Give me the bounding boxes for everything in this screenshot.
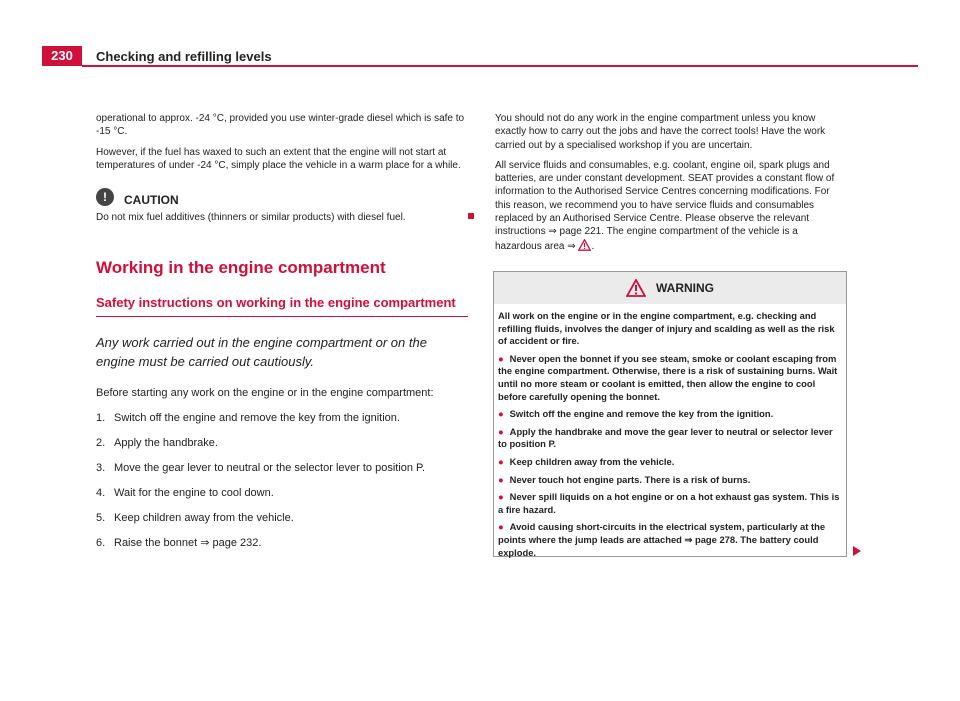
warning-bullet-text: Apply the handbrake and move the gear lever to neutral or selector lever to position P. xyxy=(498,425,833,450)
intro-text: Any work carried out in the engine compartment or on the engine must be carried out cautiously. xyxy=(96,334,427,369)
caution-icon: ! xyxy=(96,188,114,206)
list-item xyxy=(96,486,468,500)
paragraph-text: All service fluids and consumables, e.g. coolant, engine oil, spark plugs and batteries, are under constant development. SEAT provides a constant flow of information to the Authorised Service Centres concerning modifications. For this reason, we recommend you to have service fluids and consumables replaced by an Authorised Service Centre. Please observe the relevant instructions ⇒ page 221. The engine compartment of the vehicle is a hazardous area ⇒ xyxy=(495,159,835,252)
warning-lead: All work on the engine or in the engine compartment, e.g. checking and refilling fluids, involves the danger of injury and scalding as well as the risk of accident or fire. xyxy=(498,310,835,347)
caution-heading xyxy=(96,186,468,207)
left-column xyxy=(96,112,468,561)
warning-bullet-text: Never touch hot engine parts. There is a risk of burns. xyxy=(509,473,751,485)
bullet-icon: ● xyxy=(498,521,504,533)
step-number: 1. xyxy=(96,411,106,424)
warning-bullet-text: Switch off the engine and remove the key from the ignition. xyxy=(509,408,774,420)
warning-triangle-icon xyxy=(578,239,591,251)
paragraph: You should not do any work in the engine compartment unless you know exactly how to carry out the jobs and have the correct tools! Have the work carried out by a specialised workshop if you are uncertain. xyxy=(495,113,826,151)
lead-text: Before starting any work on the engine or in the engine compartment: xyxy=(96,386,434,399)
continue-arrow-icon xyxy=(852,545,862,557)
warning-bullet-text: Keep children away from the vehicle. xyxy=(509,455,675,467)
bullet-icon: ● xyxy=(498,473,504,485)
caution-text xyxy=(96,211,468,224)
page-number: 230 xyxy=(42,46,82,66)
warning-bullet xyxy=(498,521,843,559)
warning-heading xyxy=(494,272,846,304)
paragraph: operational to approx. -24 °C, provided you use winter-grade diesel which is safe to -15 °C. xyxy=(96,113,465,138)
warning-box xyxy=(493,271,847,557)
warning-body xyxy=(494,304,846,559)
warning-bullet xyxy=(498,456,843,469)
step-text: Raise the bonnet ⇒ page 232. xyxy=(114,536,262,549)
list-item xyxy=(96,511,468,525)
step-text: Apply the handbrake. xyxy=(114,436,218,449)
header-rule xyxy=(82,65,918,67)
warning-label: WARNING xyxy=(656,281,714,295)
warning-bullet xyxy=(498,408,843,421)
section-title: Working in the engine compartment xyxy=(96,257,386,277)
step-number: 4. xyxy=(96,486,106,499)
warning-bullet xyxy=(498,353,843,403)
step-text: Wait for the engine to cool down. xyxy=(114,486,274,499)
list-item xyxy=(96,411,468,425)
bullet-icon: ● xyxy=(498,455,504,467)
warning-bullet xyxy=(498,491,843,516)
step-text: Move the gear lever to neutral or the selector lever to position P. xyxy=(114,461,426,474)
bullet-icon: ● xyxy=(498,425,504,437)
warning-bullet xyxy=(498,426,843,451)
bullet-icon: ● xyxy=(498,408,504,420)
bullet-icon: ● xyxy=(498,352,504,364)
step-number: 2. xyxy=(96,436,106,449)
step-text: Switch off the engine and remove the key from the ignition. xyxy=(114,411,400,424)
step-number: 3. xyxy=(96,461,106,474)
paragraph: However, if the fuel has waxed to such an extent that the engine will not start at temperatures of under -24 °C, simply place the vehicle in a warm place for a while. xyxy=(96,146,461,171)
caution-label: CAUTION xyxy=(124,193,179,208)
paragraph xyxy=(495,159,847,253)
warning-triangle-icon xyxy=(626,279,646,297)
warning-bullet-text: Never open the bonnet if you see steam, smoke or coolant escaping from the engine compartment. Otherwise, there is a risk of sustaining burns. Wait until no more steam or coolant is emitted, then allow the engine to cool before carefully opening the bonnet. xyxy=(498,352,838,402)
steps-list xyxy=(96,411,468,550)
step-number: 6. xyxy=(96,536,106,549)
list-item xyxy=(96,461,468,475)
running-header-title: Checking and refilling levels xyxy=(96,49,272,64)
warning-bullet-text: Never spill liquids on a hot engine or on a hot exhaust gas system. This is a fire hazard. xyxy=(498,491,840,515)
list-item xyxy=(96,436,468,450)
caution-text-content: Do not mix fuel additives (thinners or similar products) with diesel fuel. xyxy=(96,212,406,224)
paragraph-end: . xyxy=(591,240,595,252)
bullet-icon: ● xyxy=(498,491,504,503)
end-of-section-mark xyxy=(468,213,474,219)
step-text: Keep children away from the vehicle. xyxy=(114,511,294,524)
list-item xyxy=(96,536,468,550)
warning-bullet xyxy=(498,474,843,487)
warning-bullet-text: Avoid causing short-circuits in the electrical system, particularly at the points where the jump leads are attached ⇒ page 278. The battery could explode. xyxy=(498,521,826,558)
subsection-title: Safety instructions on working in the engine compartment xyxy=(96,295,468,317)
right-column xyxy=(495,112,847,260)
step-number: 5. xyxy=(96,511,106,524)
